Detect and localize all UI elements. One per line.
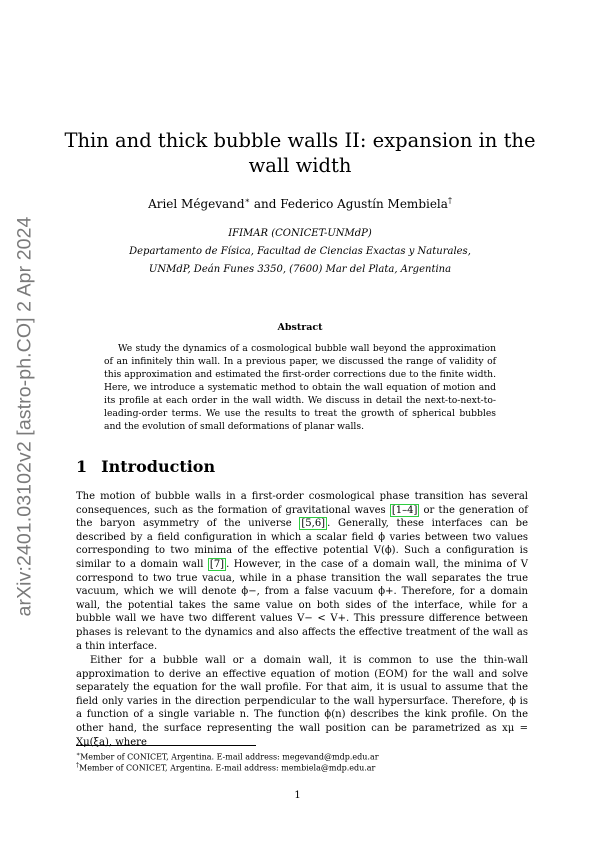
footnote-1-mark: ∗ [76, 751, 81, 758]
footnote-2-mark: † [76, 762, 79, 769]
footnote-2 [76, 761, 528, 774]
arxiv-stamp-text: arXiv:2401.03102v2 [astro-ph.CO] 2 Apr 2024 [13, 216, 36, 616]
author-list [60, 196, 540, 211]
arxiv-identifier-stamp [10, 196, 40, 636]
affiliation-institute: IFIMAR (CONICET-UNMdP) [228, 228, 372, 239]
section-number: 1 [76, 457, 88, 476]
citation-link[interactable]: [5,6] [301, 518, 326, 530]
page-number: 1 [294, 790, 301, 801]
section-heading [76, 457, 215, 476]
citation-link[interactable]: [1–4] [391, 504, 418, 516]
abstract-heading: Abstract [277, 322, 323, 333]
author-connector: and [250, 197, 281, 211]
footnote-divider [76, 745, 256, 746]
author-1: Ariel Mégevand [148, 197, 245, 211]
paragraph-text: . However, in the case of a domain wall, the minima of V correspond to two true vacua, while in a phase transition the wall separates the true vacuum, which we will denote ϕ−, from a false vacuum ϕ+. Therefore, for a domain wall, the potential takes the same value on both sides of the interface, while for a bubble wall we have two different values V− < V+. This pressure difference between phases is relevant to the dynamics and also affects the effective treatment of the wall as a thin interface. [76, 558, 528, 652]
author-1-footnote-mark[interactable]: ∗ [244, 196, 251, 205]
intro-paragraph-1 [76, 490, 528, 653]
citation-link[interactable]: [7] [209, 558, 225, 570]
footnote-2-text: Member of CONICET, Argentina. E-mail address: membiela@mdp.edu.ar [79, 763, 376, 773]
paragraph-text: . Generally, these interfaces can be described by a field configuration in which a scalar field ϕ varies between two values corresponding to two minima of the effective potential V(ϕ). Such a configuration is similar to a domain wall [76, 518, 528, 570]
footnote-1-text: Member of CONICET, Argentina. E-mail address: megevand@mdp.edu.ar [80, 752, 379, 762]
abstract-text: We study the dynamics of a cosmological bubble wall beyond the approximation of an infinitely thin wall. In a previous paper, we discussed the range of validity of this approximation and estimated the first-order corrections due to the finite width. Here, we introduce a systematic method to obtain the wall equation of motion and its profile at each order in the wall width. We discuss in detail the next-to-next-to-leading-order terms. We use the results to treat the growth of spherical bubbles and the evolution of small deformations of planar walls. [104, 343, 496, 432]
paragraph-text: The motion of bubble walls in a first-order cosmological phase transition has several consequences, such as the formation of gravitational waves [76, 491, 528, 516]
paper-title: Thin and thick bubble walls II: expansion in the wall width [64, 129, 536, 177]
section-title: Introduction [101, 457, 216, 476]
intro-paragraph-2: Either for a bubble wall or a domain wall, it is common to use the thin-wall approximation to derive an effective equation of motion (EOM) for the wall and solve separately the equation for the wall profile. For that aim, it is usual to assume that the field only varies in the direction perpendicular to the wall hypersurface. Therefore, ϕ is a function of a single variable n. The function ϕ(n) describes the kink profile. On the other hand, the surface representing the wall position can be parametrized as xμ = Xμ(ξa), where [76, 655, 528, 748]
paragraph-text: or the generation of the baryon asymmetry of the universe [76, 504, 528, 530]
affiliation-line-2: UNMdP, Deán Funes 3350, (7600) Mar del Plata, Argentina [148, 264, 452, 275]
affiliation-line-1: Departamento de Física, Facultad de Ciencias Exactas y Naturales, [129, 246, 471, 257]
author-2: Federico Agustín Membiela [280, 197, 448, 211]
author-2-footnote-mark[interactable]: † [447, 196, 452, 205]
